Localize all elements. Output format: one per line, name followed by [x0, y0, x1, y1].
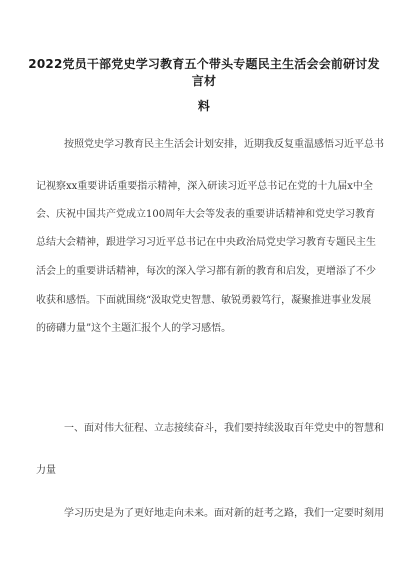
paragraph-1-line-7: 的磅礴力量”这个主题汇报个人的学习感悟。: [36, 323, 232, 334]
paragraph-2-line-1: 学习历史是为了更好地走向未来。面对新的赶考之路，我们一定要时刻用: [64, 508, 384, 519]
heading-1-line-2: 力量: [36, 465, 56, 476]
paragraph-1-line-3: 会、庆祝中国共产党成立100周年大会等发表的重要讲话精神和党史学习教育: [36, 209, 376, 220]
paragraph-1-line-5: 活会上的重要讲话精神，每次的深入学习都有新的教育和启发，更增添了不少: [36, 266, 376, 277]
paragraph-1-line-1: 按照党史学习教育民主生活会计划安排，近期我反复重温感悟习近平总书: [64, 139, 384, 150]
paragraph-1-line-6: 收获和感悟。下面就围绕“汲取党史智慧、敏锐勇毅笃行，凝聚推进事业发展: [36, 295, 372, 306]
document-title-line-2: 料: [197, 99, 211, 113]
document-title-line-1: 2022党员干部党史学习教育五个带头专题民主生活会会前研讨发言材: [28, 57, 380, 88]
paragraph-1-line-4: 总结大会精神，跟进学习习近平总书记在中央政治局党史学习教育专题民主生: [36, 237, 376, 248]
paragraph-1-line-2: 记视察xx重要讲话重要指示精神，深入研读习近平总书记在党的十九届x中全: [36, 181, 373, 192]
heading-1-line-1: 一、面对伟大征程、立志接续奋斗，我们要持续汲取百年党史中的智慧和: [64, 423, 384, 434]
